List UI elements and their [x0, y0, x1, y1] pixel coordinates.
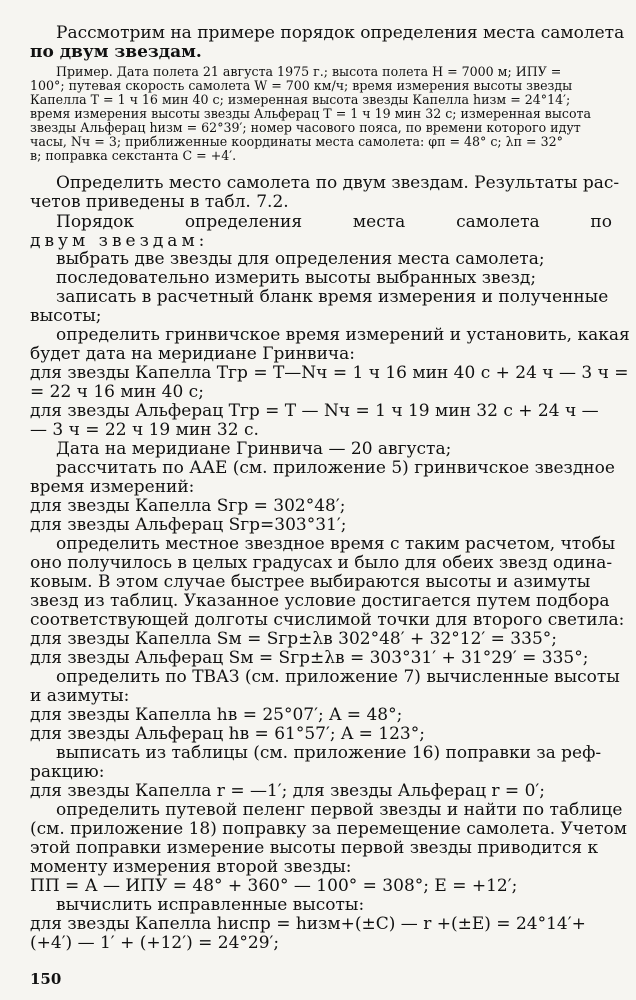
page-number: 150 — [30, 970, 62, 988]
text-line: Определить место самолета по двум звездам. Результаты рас- — [56, 173, 620, 193]
text-line: выписать из таблицы (см. приложение 16) поправки за реф- — [56, 743, 602, 763]
text-line: последовательно измерить высоты выбранных звезд; — [56, 268, 537, 288]
text-line: ковым. В этом случае быстрее выбираются высоты и азимуты — [30, 572, 591, 592]
text-line: Дата на меридиане Гринвича — 20 августа; — [56, 439, 452, 459]
text-line: будет дата на меридиане Гринвича: — [30, 344, 356, 364]
text-line: Капелла T = 1 ч 16 мин 40 с; измеренная высота звезды Капелла hизм = 24°14′; — [30, 92, 571, 107]
task-paragraph — [30, 173, 620, 212]
text-line: определить путевой пеленг первой звезды и найти по таблице — [56, 800, 623, 820]
heading-line: двум звездам: — [30, 231, 209, 251]
text-line: (+4′) — 1′ + (+12′) = 24°29′; — [30, 933, 280, 953]
text-line: звезды Альферац hизм = 62°39′; номер часового пояса, по времени которого идут — [30, 120, 581, 135]
text-line: время измерения высоты звезды Альферац T = 1 ч 19 мин 32 с; измеренная высота — [30, 106, 592, 121]
text-line: определить по ТВАЗ (см. приложение 7) вычисленные высоты — [56, 667, 620, 687]
text-line: для звезды Альферац hв = 61°57′; A = 123°; — [30, 724, 425, 744]
text-line: для звезды Альферац Sм = Sгр±λв = 303°31′ + 31°29′ = 335°; — [30, 648, 589, 668]
heading-word: места — [352, 212, 406, 232]
text-line: для звезды Капелла Sм = Sгр±λв 302°48′ + 32°12′ = 335°; — [30, 629, 557, 649]
text-line: по двум звездам. — [30, 42, 202, 62]
text-line: (см. приложение 18) поправку за перемещение самолета. Учетом — [30, 819, 627, 839]
text-line: записать в расчетный бланк время измерения и полученные — [56, 287, 609, 307]
text-line: и азимуты: — [30, 686, 130, 706]
text-line: Рассмотрим на примере порядок определения места самолета — [56, 23, 625, 43]
text-line: Пример. Дата полета 21 августа 1975 г.; высота полета H = 7000 м; ИПУ = — [56, 64, 562, 79]
text-line: четов приведены в табл. 7.2. — [30, 192, 289, 212]
text-line: — 3 ч = 22 ч 19 мин 32 с. — [30, 420, 259, 440]
text-line: вычислить исправленные высоты: — [56, 895, 365, 915]
text-line: звезд из таблиц. Указанное условие достигается путем подбора — [30, 591, 610, 611]
text-line: для звезды Капелла Sгр = 302°48′; — [30, 496, 346, 516]
text-line: моменту измерения второй звезды: — [30, 857, 352, 877]
text-line: соответствующей долготы счислимой точки для второго светила: — [30, 610, 625, 630]
text-line: оно получилось в целых градусах и было для обеих звезд одина- — [30, 553, 613, 573]
text-line: рассчитать по ААЕ (см. приложение 5) гринвичское звездное — [56, 458, 615, 478]
heading-word: по — [590, 212, 612, 232]
text-line: 100°; путевая скорость самолета W = 700 км/ч; время измерения высоты звезды — [30, 78, 573, 93]
example-block — [30, 65, 612, 163]
text-line: для звезды Альферац Tгр = T — Nч = 1 ч 19 мин 32 с + 24 ч — — [30, 401, 599, 421]
text-line: определить гринвичское время измерений и установить, какая — [56, 325, 630, 345]
text-line: время измерений: — [30, 477, 195, 497]
heading-line — [30, 213, 612, 232]
heading-word: самолета — [456, 212, 540, 232]
text-line: этой поправки измерение высоты первой звезды приводится к — [30, 838, 599, 858]
text-line: = 22 ч 16 мин 40 с; — [30, 382, 204, 402]
heading-word: определения — [184, 212, 303, 232]
text-line: ПП = А — ИПУ = 48° + 360° — 100° = 308°; E = +12′; — [30, 876, 518, 896]
text-line: выбрать две звезды для определения места самолета; — [56, 249, 545, 269]
intro-paragraph — [30, 23, 625, 62]
text-line: определить местное звездное время с таким расчетом, чтобы — [56, 534, 616, 554]
text-line: для звезды Капелла Tгр = T—Nч = 1 ч 16 мин 40 с + 24 ч — 3 ч = — [30, 363, 629, 383]
text-line: для звезды Капелла hв = 25°07′; A = 48°; — [30, 705, 403, 725]
text-line: ракцию: — [30, 762, 105, 782]
text-line: часы, Nч = 3; приближенные координаты места самолета: φп = 48° с; λп = 32° — [30, 134, 563, 149]
text-line: для звезды Капелла hиспр = hизм+(±C) — r +(±E) = 24°14′+ — [30, 914, 586, 934]
heading-word: Порядок — [56, 212, 134, 232]
text-line: высоты; — [30, 306, 102, 326]
procedure-heading — [30, 213, 612, 251]
procedure-steps — [30, 249, 630, 953]
text-line: в; поправка секстанта C = +4′. — [30, 148, 237, 163]
text-line: для звезды Альферац Sгр=303°31′; — [30, 515, 347, 535]
text-line: для звезды Капелла r = —1′; для звезды Альферац r = 0′; — [30, 781, 545, 801]
